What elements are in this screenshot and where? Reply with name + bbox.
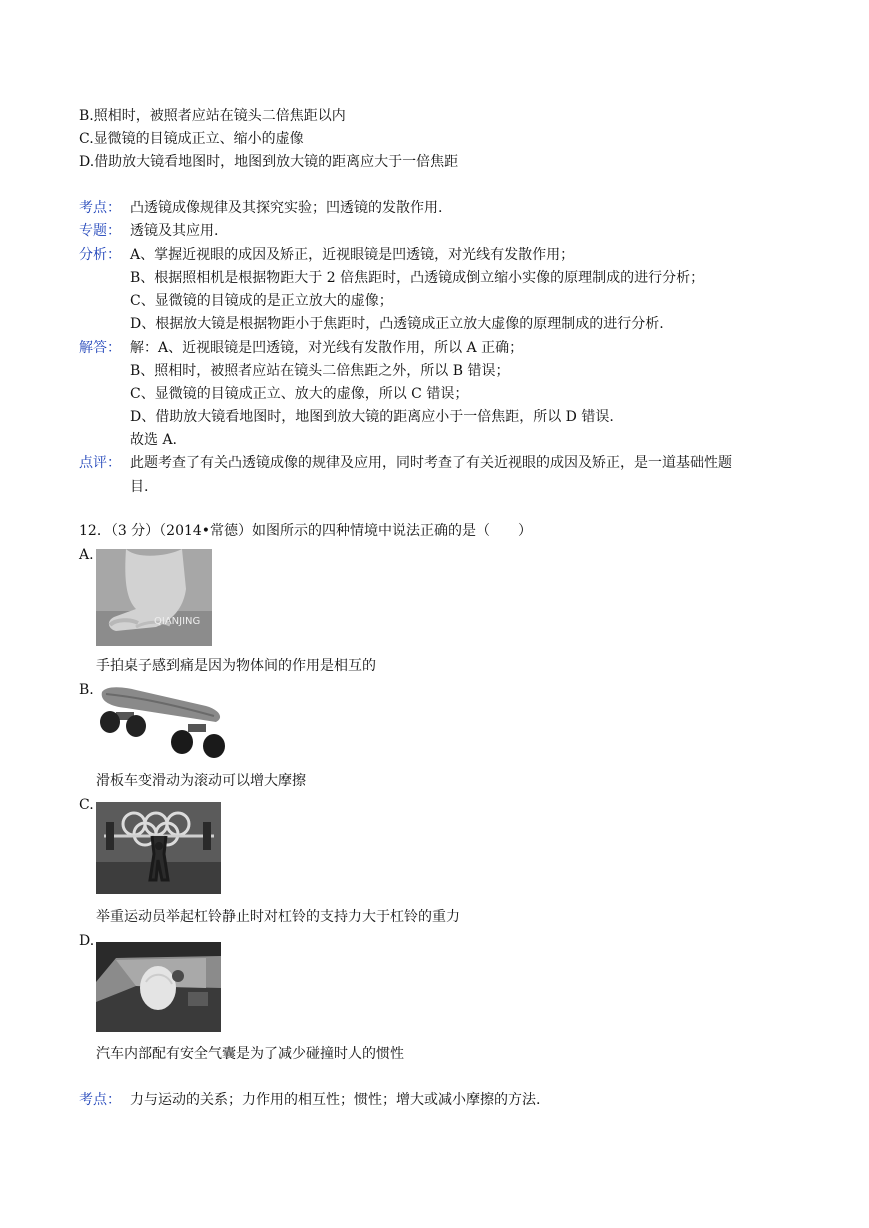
option-b-caption: 滑板车变滑动为滚动可以增大摩擦 [96,773,306,789]
q12-kaodian-text: 力与运动的关系；力作用的相互性；惯性；增大或减小摩擦的方法. [130,1092,541,1108]
fenxi-line: A、掌握近视眼的成因及矫正，近视眼镜是凹透镜，对光线有发散作用； [130,247,575,263]
question-12-stem: 12．（3 分）（2014•常德）如图所示的四种情境中说法正确的是（ ） [79,523,533,539]
dianping-line: 目. [130,479,149,495]
option-c-text: C.显微镜的目镜成正立、缩小的虚像 [79,131,304,147]
weightlifter-photo [96,802,221,894]
jieda-line: B、照相时，被照者应站在镜头二倍焦距之外，所以 B 错误； [130,363,510,379]
jieda-line: C、显微镜的目镜成正立、放大的虚像，所以 C 错误； [130,386,469,402]
option-d-letter: D. [79,933,95,949]
dianping-line: 此题考查了有关凸透镜成像的规律及应用，同时考查了有关近视眼的成因及矫正，是一道基础性题 [130,455,732,471]
fenxi-line: B、根据照相机是根据物距大于 2 倍焦距时，凸透镜成倒立缩小实像的原理制成的进行分析； [130,270,705,286]
option-c-caption: 举重运动员举起杠铃静止时对杠铃的支持力大于杠铃的重力 [96,909,460,925]
option-a-letter: A. [79,547,94,563]
q12-kaodian-label: 考点： [79,1092,121,1108]
photo-watermark: QIANJING [154,616,201,627]
fenxi-line: C、显微镜的目镜成的是正立放大的虚像； [130,293,393,309]
jieda-label: 解答： [79,340,121,356]
jieda-line: 故选 A. [130,432,178,448]
fenxi-line: D、根据放大镜是根据物距小于焦距时，凸透镜成正立放大虚像的原理制成的进行分析. [130,316,664,332]
option-d-caption: 汽车内部配有安全气囊是为了减少碰撞时人的惯性 [96,1046,404,1062]
hand-on-table-photo [96,549,212,646]
zhuanti-text: 透镜及其应用. [130,223,219,239]
option-b-letter: B. [79,682,94,698]
dianping-label: 点评： [79,455,121,471]
jieda-line: D、借助放大镜看地图时，地图到放大镜的距离应小于一倍焦距，所以 D 错误. [130,409,614,425]
option-c-letter: C. [79,797,94,813]
jieda-line: 解：A、近视眼镜是凹透镜，对光线有发散作用，所以 A 正确； [130,340,524,356]
fenxi-label: 分析： [79,247,121,263]
kaodian-text: 凸透镜成像规律及其探究实验；凹透镜的发散作用. [130,200,443,216]
skateboard-photo [96,684,228,763]
kaodian-label: 考点： [79,200,121,216]
option-b-text: B.照相时，被照者应站在镜头二倍焦距以内 [79,108,346,124]
car-airbag-photo [96,942,221,1032]
option-a-caption: 手拍桌子感到痛是因为物体间的作用是相互的 [96,658,376,674]
zhuanti-label: 专题： [79,223,121,239]
option-d-text: D.借助放大镜看地图时，地图到放大镜的距离应大于一倍焦距 [79,154,459,170]
